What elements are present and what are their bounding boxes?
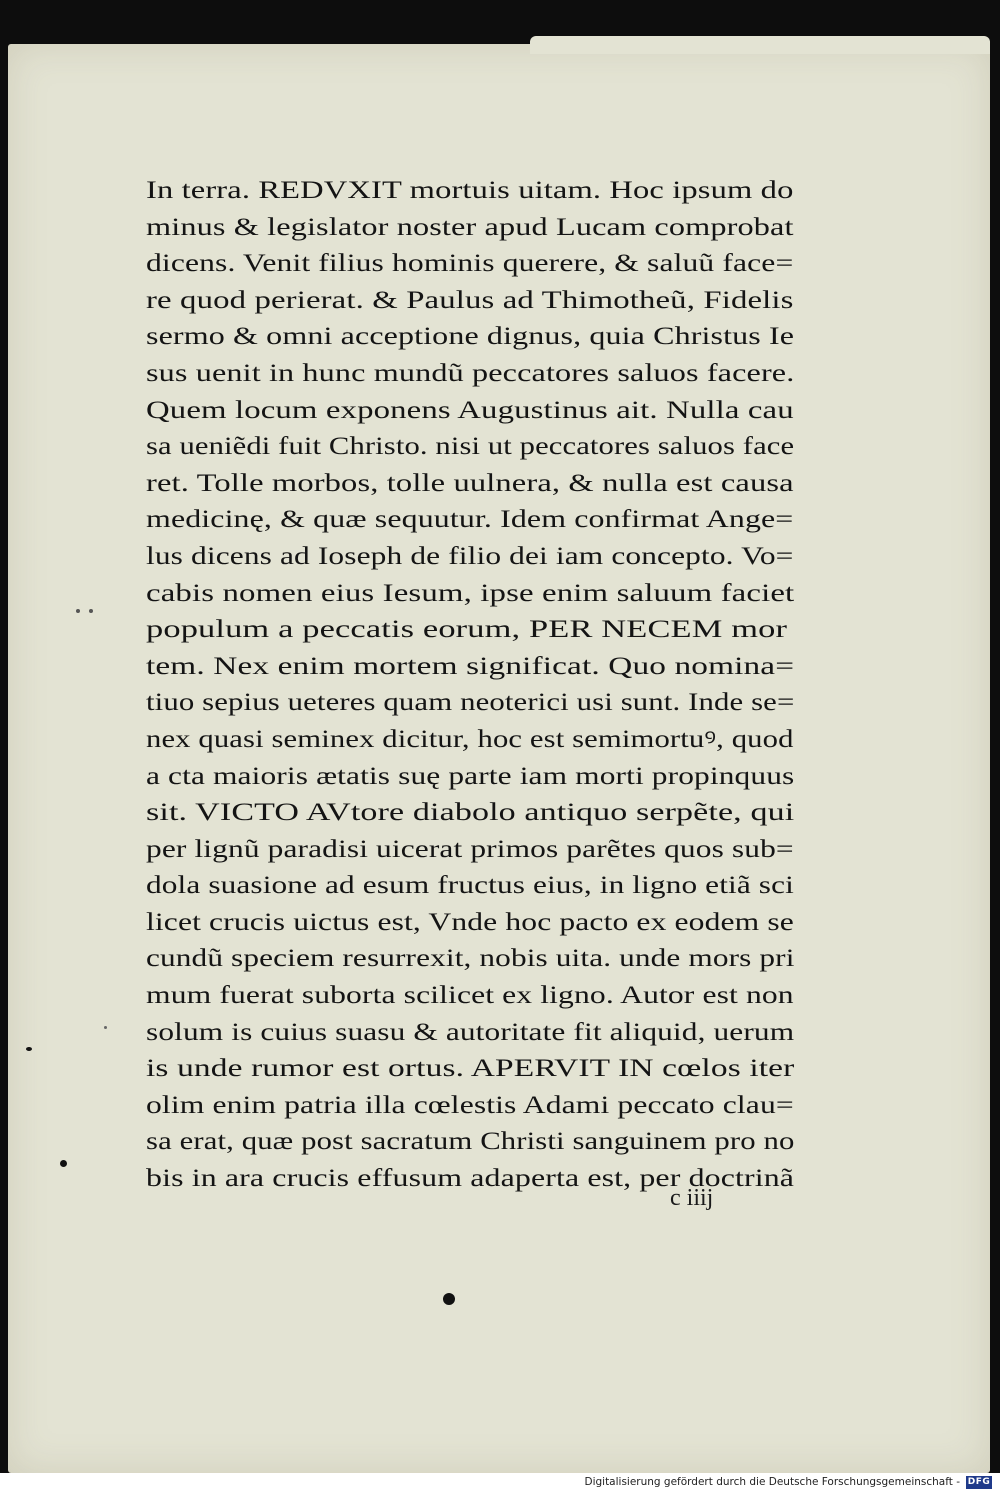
text-line: ret. Tolle morbos, tolle uulnera, & nulla est causa: [146, 467, 794, 497]
text-line: sit. VICTO AVtore diabolo antiquo serpẽte, qui: [146, 797, 795, 827]
text-line: sa erat, quæ post sacratum Christi sanguinem pro no: [146, 1126, 795, 1156]
text-line: nex quasi seminex dicitur, hoc est semimortuꝰ, quod: [146, 723, 794, 753]
margin-dot: [76, 609, 80, 613]
signature-mark: c iiij: [670, 1185, 714, 1211]
text-line: tem. Nex enim mortem significat. Quo nomina=: [146, 650, 795, 680]
page-edge: [530, 36, 990, 54]
text-line: sermo & omni acceptione dignus, quia Christus Ie: [146, 321, 795, 351]
text-line: cundũ speciem resurrexit, nobis uita. unde mors pri: [146, 943, 795, 973]
footer-credit: Digitalisierung gefördert durch die Deutsche Forschungsgemeinschaft -: [584, 1476, 960, 1488]
text-line: a cta maioris ætatis suę parte iam morti propinquus: [146, 760, 795, 790]
text-line: dicens. Venit filius hominis querere, & saluũ face=: [146, 248, 794, 278]
text-line: dola suasione ad esum fructus eius, in ligno etiã sci: [146, 870, 794, 900]
text-line: solum is cuius suasu & autoritate fit aliquid, uerum: [146, 1016, 795, 1046]
text-line: lus dicens ad Ioseph de filio dei iam concepto. Vo=: [146, 540, 794, 570]
text-line: re quod perierat. & Paulus ad Thimotheũ, Fidelis: [146, 284, 794, 314]
text-line: licet crucis uictus est, Vnde hoc pacto ex eodem se: [146, 906, 794, 936]
margin-dot: [26, 1047, 32, 1051]
margin-dot: [104, 1026, 107, 1029]
text-line: olim enim patria illa cœlestis Adami peccato clau=: [146, 1089, 794, 1119]
text-line: In terra. REDVXIT mortuis uitam. Hoc ipsum do: [146, 175, 794, 204]
text-line: tiuo sepius ueteres quam neoterici usi sunt. Inde se=: [146, 687, 795, 717]
dfg-logo: DFG: [967, 1477, 991, 1487]
text-line: mum fuerat suborta scilicet ex ligno. Autor est non: [146, 980, 794, 1010]
text-line: is unde rumor est ortus. APERVIT IN cœlos iter: [146, 1053, 795, 1083]
text-line: bis in ara crucis effusum adaperta est, per doctrinã: [146, 1163, 795, 1193]
margin-dot: [60, 1160, 67, 1167]
text-block: [146, 172, 806, 1197]
text-line: per lignũ paradisi uicerat primos parẽtes quos sub=: [146, 833, 794, 863]
text-line: populum a peccatis eorum, PER NECEM mor: [146, 614, 788, 644]
text-line: medicinę, & quæ sequutur. Idem confirmat Ange=: [146, 504, 794, 534]
margin-dot: [443, 1293, 455, 1305]
text-line: Quem locum exponens Augustinus ait. Nulla cau: [146, 394, 794, 424]
text-line: cabis nomen eius Iesum, ipse enim saluum faciet: [146, 577, 795, 607]
margin-dot: [89, 609, 93, 613]
text-line: sus uenit in hunc mundũ peccatores saluos facere.: [146, 357, 795, 387]
text-line: minus & legislator noster apud Lucam comprobat: [146, 211, 794, 241]
text-line: sa ueniẽdi fuit Christo. nisi ut peccatores saluos face: [146, 431, 795, 461]
